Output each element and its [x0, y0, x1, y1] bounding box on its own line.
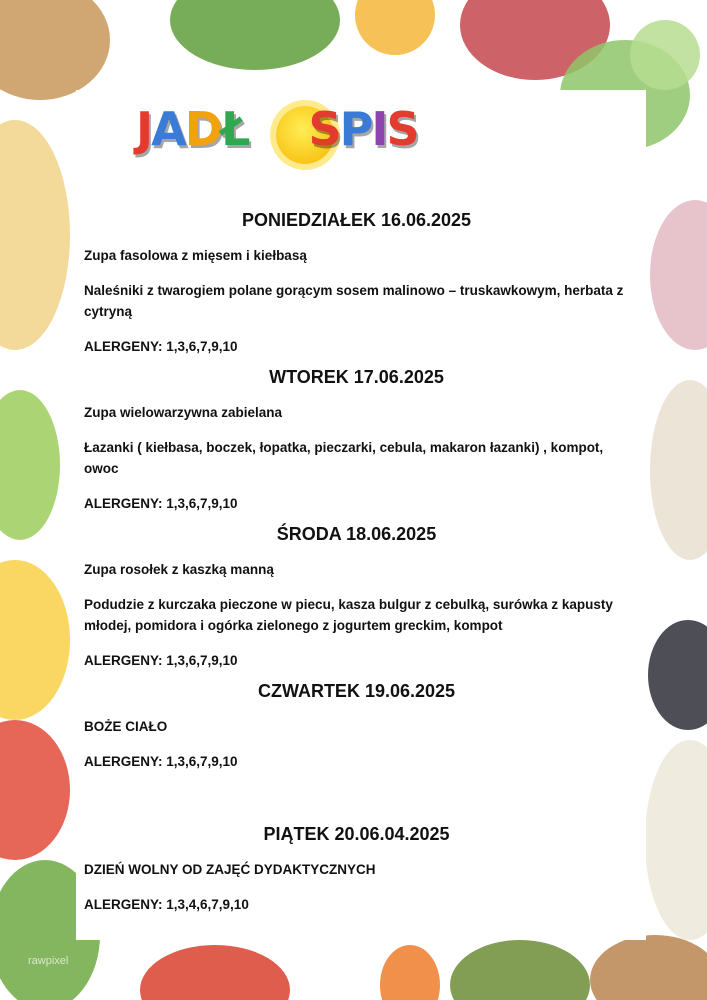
allergens-line: ALERGENY: 1,3,4,6,7,9,10	[84, 897, 249, 912]
basil-leaves-illustration	[170, 0, 340, 70]
day-title: PONIEDZIAŁEK 16.06.2025	[241, 210, 472, 230]
bread-illustration	[0, 0, 110, 100]
lemon-illustration	[0, 560, 70, 720]
day-title: ŚRODA 18.06.2025	[276, 524, 437, 544]
logo-letter: Ł	[220, 102, 249, 156]
logo-letter: S	[308, 102, 340, 156]
day-section	[84, 681, 629, 772]
day-section	[84, 210, 629, 357]
allergens-line: ALERGENY: 1,3,6,7,9,10	[84, 653, 238, 668]
allergens-line: ALERGENY: 1,3,6,7,9,10	[84, 496, 238, 511]
egg-illustration	[355, 0, 435, 55]
peas-illustration	[0, 390, 60, 540]
menu-content	[84, 200, 629, 925]
onion-illustration	[650, 200, 707, 350]
cucumber-slice-illustration	[630, 20, 700, 90]
pepper-illustration	[140, 945, 290, 1000]
day-title: PIĄTEK 20.06.04.2025	[263, 824, 450, 844]
watermark: rawpixel	[28, 955, 69, 967]
menu-item: Podudzie z kurczaka pieczone w piecu, kasza bulgur z cebulką, surówka z kapusty młodej, pomidora i ogórka zielonego z jogurtem greckim, kompot	[84, 597, 613, 633]
logo-letter: A	[151, 102, 185, 156]
logo-letter: S	[386, 102, 418, 156]
pasta-illustration	[0, 120, 70, 350]
allergens-line: ALERGENY: 1,3,6,7,9,10	[84, 754, 238, 769]
logo-letter: I	[371, 102, 387, 156]
avocado-illustration	[450, 940, 590, 1000]
tomato-illustration	[0, 720, 70, 860]
menu-item: Zupa rosołek z kaszką manną	[84, 562, 274, 577]
day-title: WTOREK 17.06.2025	[269, 367, 444, 387]
logo-letter: J	[136, 102, 152, 156]
menu-item: Naleśniki z twarogiem polane gorącym sosem malinowo – truskawkowym, herbata z cytryną	[84, 283, 624, 319]
garlic-illustration	[650, 380, 707, 560]
spacer	[84, 782, 629, 814]
day-title: CZWARTEK 19.06.2025	[257, 681, 456, 701]
allergens-line: ALERGENY: 1,3,6,7,9,10	[84, 339, 238, 354]
logo-letter: P	[339, 102, 372, 156]
day-section	[84, 824, 629, 915]
cauliflower-illustration	[645, 740, 707, 940]
olives-illustration	[648, 620, 707, 730]
menu-item: Zupa fasolowa z mięsem i kiełbasą	[84, 248, 307, 263]
jadlospis-logo	[136, 78, 426, 168]
day-section	[84, 367, 629, 514]
menu-item: BOŻE CIAŁO	[84, 719, 168, 734]
carrot-illustration	[380, 945, 440, 1000]
menu-item: DZIEŃ WOLNY OD ZAJĘĆ DYDAKTYCZNYCH	[84, 862, 376, 877]
logo-text	[136, 102, 418, 156]
logo-letter: D	[184, 102, 221, 156]
menu-item: Zupa wielowarzywna zabielana	[84, 405, 283, 420]
day-section	[84, 524, 629, 671]
menu-item: Łazanki ( kiełbasa, boczek, łopatka, pieczarki, cebula, makaron łazanki) , kompot, owoc	[84, 440, 604, 476]
bread-bottom-illustration	[590, 935, 707, 1000]
